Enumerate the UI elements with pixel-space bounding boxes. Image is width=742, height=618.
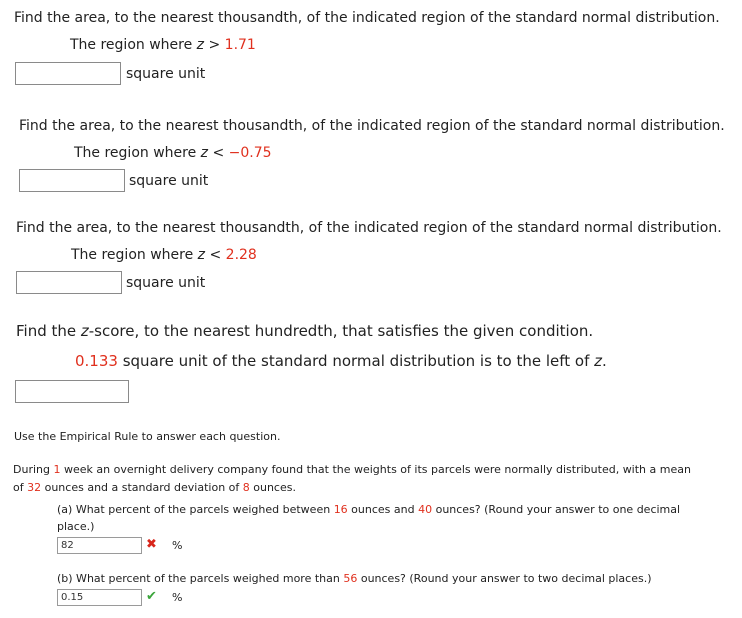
q4-condition bbox=[75, 352, 607, 370]
q5-weeks: 1 bbox=[53, 463, 61, 476]
q3-prompt: Find the area, to the nearest thousandth, of the indicated region of the standard normal distribution. bbox=[16, 220, 722, 236]
q5a-answer-input[interactable]: 82 bbox=[57, 537, 142, 554]
q3-op: < bbox=[209, 247, 222, 263]
q5a-unit: % bbox=[172, 539, 183, 552]
q5b-prompt bbox=[57, 572, 652, 585]
q5a-mid: ounces and bbox=[347, 503, 419, 516]
q1-prompt: Find the area, to the nearest thousandth, of the indicated region of the standard normal distribution. bbox=[14, 10, 720, 26]
q3-region-prefix: The region where bbox=[71, 247, 194, 263]
q1-region bbox=[70, 37, 256, 53]
q5a-post: ounces? (Round your answer to one decimal bbox=[432, 503, 681, 516]
q5a-pre: (a) What percent of the parcels weighed between bbox=[57, 503, 334, 516]
q5b-post: ounces? (Round your answer to two decimal places.) bbox=[357, 572, 652, 585]
q2-region bbox=[74, 145, 272, 161]
q1-var: z bbox=[196, 37, 205, 53]
q5-context-c: of bbox=[13, 481, 28, 494]
q2-var: z bbox=[200, 145, 209, 161]
q5a-high: 40 bbox=[418, 503, 433, 516]
q4-value: 0.133 bbox=[75, 352, 118, 370]
q5b-val: 56 bbox=[343, 572, 358, 585]
q2-op: < bbox=[212, 145, 225, 161]
q5a-prompt-line2: place.) bbox=[57, 520, 95, 533]
q5a-prompt-line1 bbox=[57, 503, 680, 516]
q4-answer-input[interactable] bbox=[15, 380, 129, 403]
q5b-answer-input[interactable]: 0.15 bbox=[57, 589, 142, 606]
q2-region-prefix: The region where bbox=[74, 145, 197, 161]
q4-prompt-post: -score, to the nearest hundredth, that satisfies the given condition. bbox=[88, 322, 594, 340]
q3-answer-input[interactable] bbox=[16, 271, 122, 294]
q5-instruction: Use the Empirical Rule to answer each question. bbox=[14, 430, 281, 443]
q1-answer-input[interactable] bbox=[15, 62, 121, 85]
check-icon: ✔ bbox=[146, 589, 157, 604]
q5-context-b: week an overnight delivery company found that the weights of its parcels were normally distributed, with a mean bbox=[60, 463, 691, 476]
q3-unit: square unit bbox=[126, 275, 206, 291]
q5b-unit: % bbox=[172, 591, 183, 604]
q5-sd: 8 bbox=[242, 481, 250, 494]
q2-answer-input[interactable] bbox=[19, 169, 125, 192]
q5-context-line2 bbox=[13, 481, 296, 494]
q3-var: z bbox=[197, 247, 206, 263]
q5-context-e: ounces. bbox=[249, 481, 296, 494]
q2-value: −0.75 bbox=[228, 145, 272, 161]
q2-prompt: Find the area, to the nearest thousandth, of the indicated region of the standard normal distribution. bbox=[19, 118, 725, 134]
q4-prompt-var: z bbox=[80, 322, 89, 340]
q1-unit: square unit bbox=[126, 66, 206, 82]
q4-condition-var: z bbox=[594, 352, 603, 370]
q4-condition-text: square unit of the standard normal distribution is to the left of bbox=[117, 352, 595, 370]
q5-context-a: During bbox=[13, 463, 54, 476]
q1-op: > bbox=[208, 37, 221, 53]
q4-condition-end: . bbox=[602, 352, 607, 370]
q5b-pre: (b) What percent of the parcels weighed more than bbox=[57, 572, 344, 585]
q5-context-line1 bbox=[13, 463, 691, 476]
q3-region bbox=[71, 247, 257, 263]
q2-unit: square unit bbox=[129, 173, 209, 189]
q1-value: 1.71 bbox=[224, 37, 256, 53]
q5-mean: 32 bbox=[27, 481, 42, 494]
q1-region-prefix: The region where bbox=[70, 37, 193, 53]
q5-context-d: ounces and a standard deviation of bbox=[41, 481, 243, 494]
cross-icon: ✖ bbox=[146, 537, 157, 552]
q4-prompt-pre: Find the bbox=[16, 322, 81, 340]
q4-prompt bbox=[16, 322, 593, 340]
q3-value: 2.28 bbox=[225, 247, 257, 263]
q5a-low: 16 bbox=[333, 503, 348, 516]
